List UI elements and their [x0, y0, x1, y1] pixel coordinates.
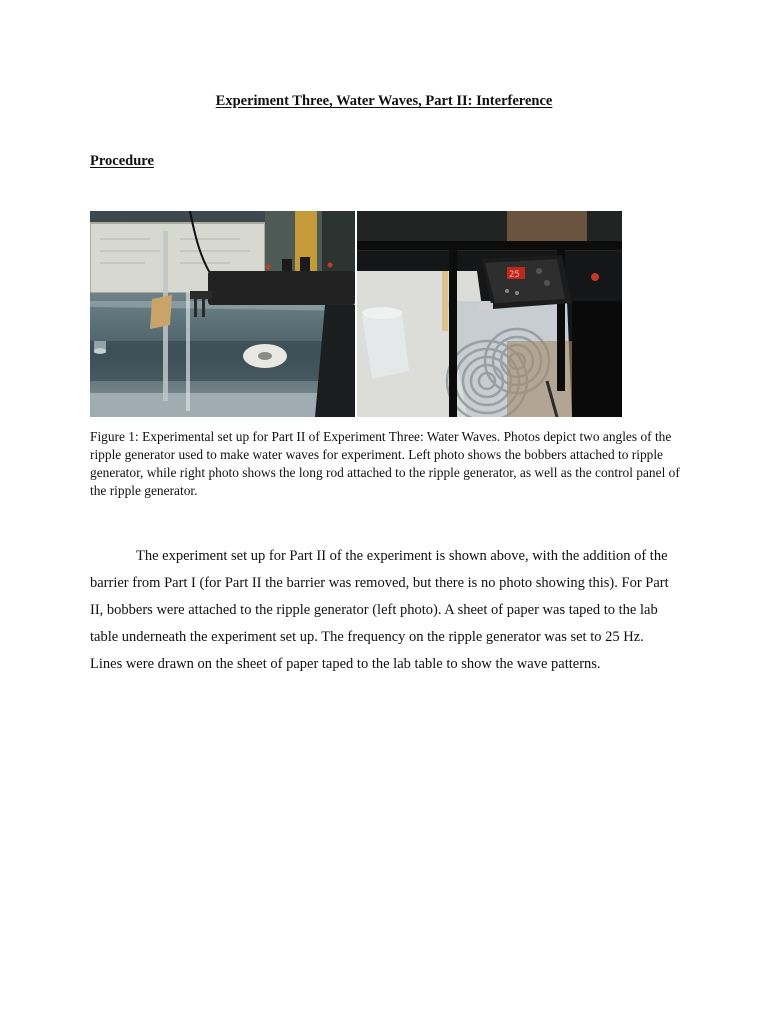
- figure-caption: Figure 1: Experimental set up for Part II of Experiment Three: Water Waves. Photos depict two angles of the ripple generator used to make water waves for experiment. Left photo shows the bobbers attached to ripple generator, while right photo shows the long rod attached to the ripple generator, as well as the control panel of the ripple generator.: [90, 429, 680, 498]
- right-photo-ripple-generator-control-panel: [357, 211, 622, 417]
- procedure-paragraph: The experiment set up for Part II of the experiment is shown above, with the addition of the barrier from Part I (for Part II the barrier was removed, but there is no photo showing this). For Part II, bobbers were attached to the ripple generator (left photo). A sheet of paper was taped to the lab table underneath the experiment set up. The frequency on the ripple generator was set to 25 Hz. Lines were drawn on the sheet of paper taped to the lab table to show the wave patterns.: [90, 548, 669, 672]
- left-photo-ripple-generator-bobbers: [90, 211, 355, 417]
- figure-1: [90, 211, 622, 417]
- svg-text:25: 25: [509, 270, 520, 280]
- section-heading-procedure: Procedure: [90, 153, 154, 169]
- document-title: Experiment Three, Water Waves, Part II: Interference: [215, 93, 553, 109]
